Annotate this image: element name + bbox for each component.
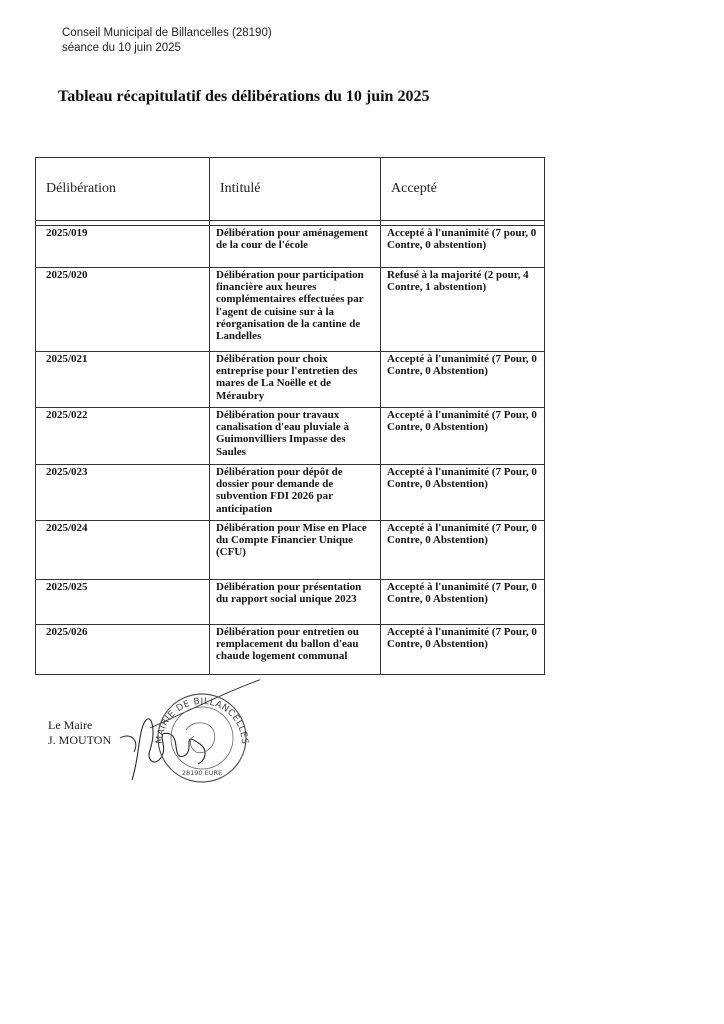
deliberation-title: Délibération pour Mise en Place du Compte Financier Unique (CFU)	[210, 521, 381, 580]
deliberations-table	[35, 157, 545, 675]
deliberation-result: Accepté à l'unanimité (7 Pour, 0 Contre, 0 Abstention)	[381, 625, 545, 675]
deliberation-number: 2025/024	[36, 521, 210, 580]
table-header-row	[36, 158, 545, 221]
signature-and-stamp-icon	[110, 660, 260, 790]
deliberation-title: Délibération pour aménagement de la cour de l'école	[210, 226, 381, 268]
stamp-subtext: 28190 EURE	[181, 769, 223, 777]
deliberation-title: Délibération pour entretien ou remplacement du ballon d'eau chaude logement communal	[210, 625, 381, 675]
deliberation-result: Accepté à l'unanimité (7 Pour, 0 Contre, 0 Abstention)	[381, 408, 545, 465]
page-title: Tableau récapitulatif des délibérations du 10 juin 2025	[58, 88, 430, 105]
deliberation-number: 2025/025	[36, 580, 210, 625]
column-header-deliberation: Délibération	[36, 158, 210, 221]
deliberation-number: 2025/020	[36, 268, 210, 352]
table-row	[36, 268, 545, 352]
deliberation-number: 2025/019	[36, 226, 210, 268]
table-row	[36, 352, 545, 408]
deliberation-result: Accepté à l'unanimité (7 Pour, 0 Contre, 0 Abstention)	[381, 352, 545, 408]
deliberation-title: Délibération pour dépôt de dossier pour demande de subvention FDI 2026 par anticipation	[210, 465, 381, 521]
stamp-text: MAIRIE DE BILLANCELLES	[154, 696, 250, 745]
deliberation-result: Accepté à l'unanimité (7 Pour, 0 Contre, 0 Abstention)	[381, 580, 545, 625]
table-row	[36, 465, 545, 521]
table-row	[36, 521, 545, 580]
session-date: séance du 10 juin 2025	[62, 42, 181, 54]
deliberation-result: Accepté à l'unanimité (7 Pour, 0 Contre, 0 Abstention)	[381, 521, 545, 580]
table-row	[36, 226, 545, 268]
deliberation-title: Délibération pour travaux canalisation d'eau pluviale à Guimonvilliers Impasse des Saules	[210, 408, 381, 465]
signature-block	[48, 718, 111, 748]
deliberation-title: Délibération pour choix entreprise pour l'entretien des mares de La Noëlle et de Méraubry	[210, 352, 381, 408]
column-header-intitule: Intitulé	[210, 158, 381, 221]
council-name: Conseil Municipal de Billancelles (28190)	[62, 27, 272, 39]
deliberation-number: 2025/023	[36, 465, 210, 521]
svg-text:MAIRIE DE BILLANCELLES	[155, 697, 249, 745]
column-header-accepte: Accepté	[381, 158, 545, 221]
deliberation-result: Accepté à l'unanimité (7 pour, 0 Contre, 0 abstention)	[381, 226, 545, 268]
deliberation-title: Délibération pour présentation du rapport social unique 2023	[210, 580, 381, 625]
table-row	[36, 580, 545, 625]
deliberation-result: Accepté à l'unanimité (7 Pour, 0 Contre, 0 Abstention)	[381, 465, 545, 521]
deliberation-result: Refusé à la majorité (2 pour, 4 Contre, 1 abstention)	[381, 268, 545, 352]
deliberation-number: 2025/026	[36, 625, 210, 675]
deliberation-number: 2025/021	[36, 352, 210, 408]
table-row	[36, 408, 545, 465]
deliberation-title: Délibération pour participation financière aux heures complémentaires effectuées par l'agent de cuisine sur à la réorganisation de la cantine de Landelles	[210, 268, 381, 352]
document-header	[62, 26, 272, 56]
mayor-name: J. MOUTON	[48, 733, 112, 747]
mayor-title: Le Maire	[48, 718, 93, 732]
deliberation-number: 2025/022	[36, 408, 210, 465]
